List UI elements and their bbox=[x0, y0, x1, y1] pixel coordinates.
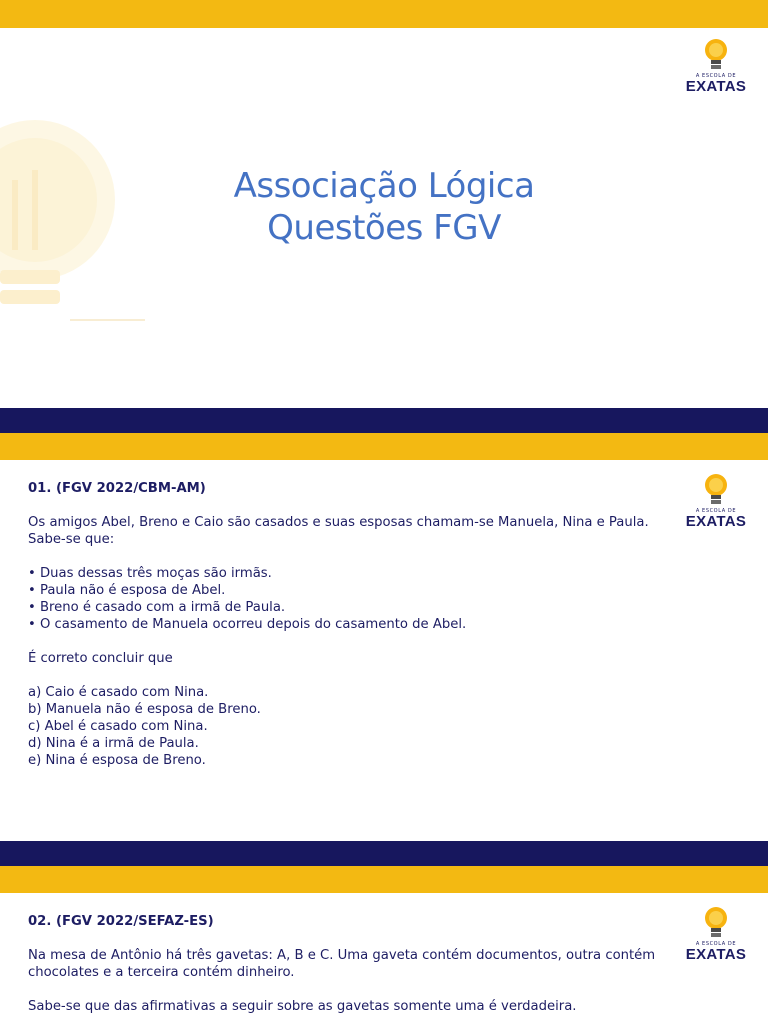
top-yellow-bar bbox=[0, 433, 768, 460]
question-1-body bbox=[28, 480, 668, 769]
logo-subtitle: A ESCOLA DE bbox=[695, 941, 737, 947]
question-2-slide bbox=[0, 866, 768, 1024]
option-c: c) Abel é casado com Nina. bbox=[28, 719, 208, 734]
lightbulb-logo-icon bbox=[703, 38, 729, 72]
title-line-2: Questões FGV bbox=[267, 208, 501, 248]
cover-slide bbox=[0, 0, 768, 408]
question-prompt: É correto concluir que bbox=[28, 651, 173, 666]
logo bbox=[680, 906, 752, 963]
logo-name: EXATAS bbox=[685, 946, 747, 963]
option-e: e) Nina é esposa de Breno. bbox=[28, 753, 206, 768]
question-heading: 02. (FGV 2022/SEFAZ-ES) bbox=[28, 914, 214, 929]
page-title bbox=[0, 165, 768, 249]
top-yellow-bar bbox=[0, 0, 768, 28]
answer-options bbox=[28, 684, 668, 769]
option-d: d) Nina é a irmã de Paula. bbox=[28, 736, 199, 751]
slide-divider-navy bbox=[0, 408, 768, 433]
logo bbox=[680, 473, 752, 530]
question-2-body bbox=[28, 913, 668, 1024]
slide-divider-navy bbox=[0, 841, 768, 866]
question-intro: Na mesa de Antônio há três gavetas: A, B e C. Uma gaveta contém documentos, outra contém chocolates e a terceira contém dinheiro. bbox=[28, 948, 656, 980]
lightbulb-logo-icon bbox=[703, 906, 729, 940]
title-line-1: Associação Lógica bbox=[233, 166, 535, 206]
logo-subtitle: A ESCOLA DE bbox=[695, 73, 737, 79]
logo-subtitle: A ESCOLA DE bbox=[695, 508, 737, 514]
option-b: b) Manuela não é esposa de Breno. bbox=[28, 702, 261, 717]
list-item: • Breno é casado com a irmã de Paula. bbox=[28, 600, 286, 615]
question-intro: Os amigos Abel, Breno e Caio são casados e suas esposas chamam-se Manuela, Nina e Paula. Sabe-se que: bbox=[28, 515, 649, 547]
logo-name: EXATAS bbox=[685, 513, 747, 530]
question-heading: 01. (FGV 2022/CBM-AM) bbox=[28, 481, 206, 496]
question-1-slide bbox=[0, 433, 768, 841]
list-item: • Duas dessas três moças são irmãs. bbox=[28, 566, 272, 581]
list-item: • Paula não é esposa de Abel. bbox=[28, 583, 226, 598]
logo-name: EXATAS bbox=[685, 78, 747, 95]
question-statement: Sabe-se que das afirmativas a seguir sobre as gavetas somente uma é verdadeira. bbox=[28, 999, 577, 1014]
top-yellow-bar bbox=[0, 866, 768, 893]
logo bbox=[680, 38, 752, 95]
facts-list bbox=[28, 565, 668, 633]
list-item: • O casamento de Manuela ocorreu depois do casamento de Abel. bbox=[28, 617, 467, 632]
lightbulb-logo-icon bbox=[703, 473, 729, 507]
option-a: a) Caio é casado com Nina. bbox=[28, 685, 209, 700]
